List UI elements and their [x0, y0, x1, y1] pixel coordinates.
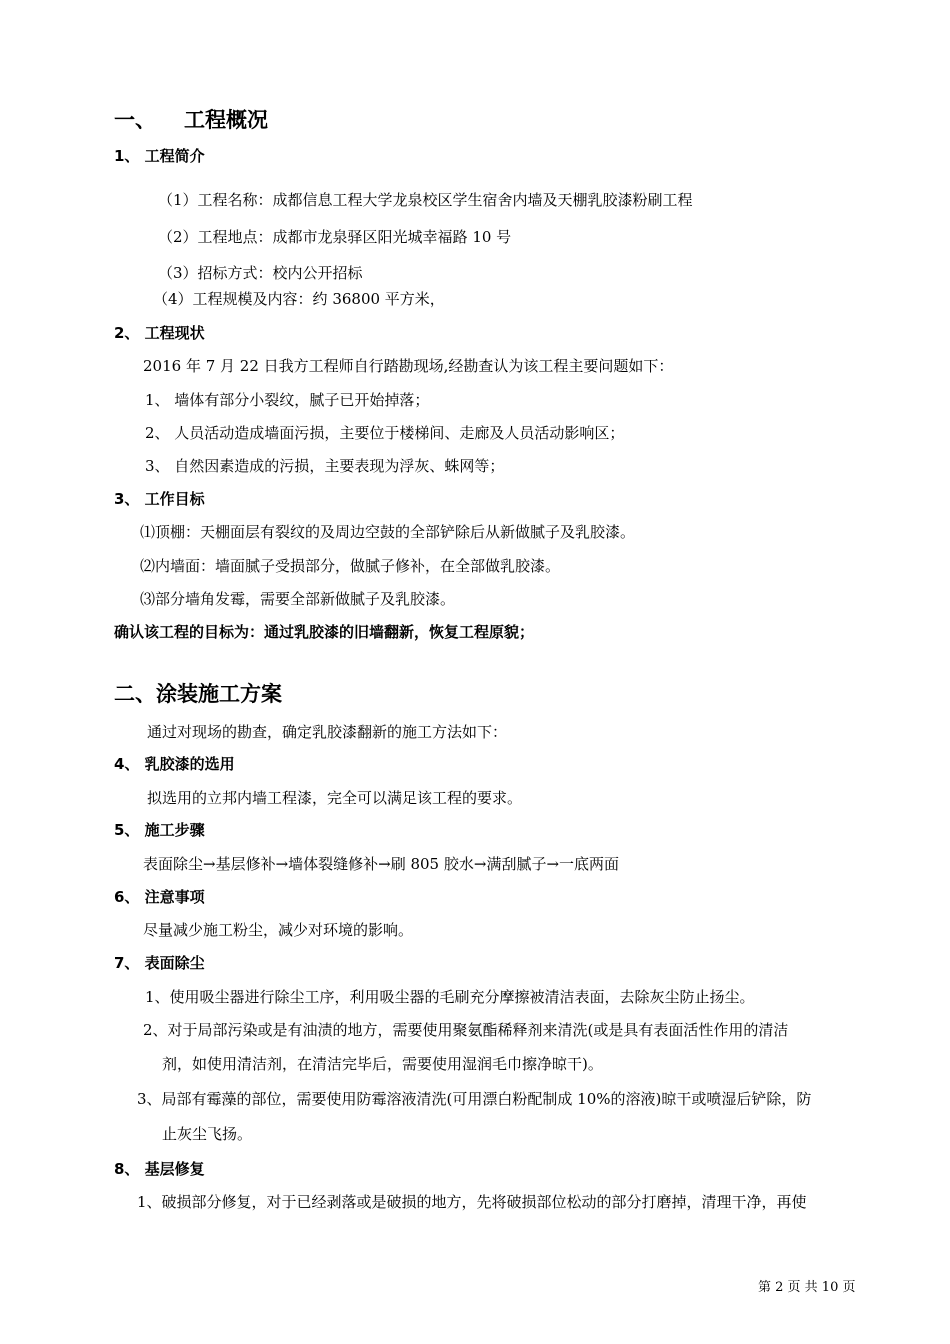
- bidding-method: （3）招标方式：校内公开招标: [158, 264, 363, 282]
- subsection-7-title: 7、 表面除尘: [114, 954, 205, 972]
- subsection-8-title: 8、 基层修复: [114, 1160, 205, 1178]
- subsection-2-title: 2、 工程现状: [114, 324, 205, 342]
- paint-selection-text: 拟选用的立邦内墙工程漆，完全可以满足该工程的要求。: [147, 789, 523, 807]
- section-1-heading: [114, 106, 268, 134]
- dust-removal-p3-line2: 止灰尘飞扬。: [162, 1125, 253, 1143]
- section-1-title: 工程概况: [184, 108, 268, 132]
- subsection-3-title: 3、 工作目标: [114, 490, 205, 508]
- project-scale: （4）工程规模及内容：约 36800 平方米，: [153, 290, 445, 308]
- page-number: 第 2 页 共 10 页: [758, 1280, 856, 1295]
- project-location: （2）工程地点：成都市龙泉驿区阳光城幸福路 10 号: [158, 228, 512, 246]
- goal-conclusion: 确认该工程的目标为：通过乳胶漆的旧墙翻新，恢复工程原貌；: [114, 623, 535, 641]
- goal-item-3: ⑶部分墙角发霉，需要全部新做腻子及乳胶漆。: [140, 590, 456, 608]
- base-repair-p1: 1、破损部分修复，对于已经剥落或是破损的地方，先将破损部位松动的部分打磨掉，清理干净，再使: [137, 1193, 807, 1211]
- dust-removal-p3-line1: 3、局部有霉藻的部位，需要使用防霉溶液清洗(可用漂白粉配制成 10%的溶液)晾干或喷湿后铲除，防: [137, 1090, 812, 1108]
- subsection-5-title: 5、 施工步骤: [114, 821, 205, 839]
- section-1-number: 一、: [114, 108, 156, 132]
- subsection-4-title: 4、 乳胶漆的选用: [114, 755, 235, 773]
- status-item-2: 2、 人员活动造成墙面污损，主要位于楼梯间、走廊及人员活动影响区；: [145, 424, 625, 442]
- dust-removal-p2-line2: 剂，如使用清洁剂，在清洁完毕后，需要使用湿润毛巾擦净晾干)。: [162, 1055, 603, 1073]
- notes-text: 尽量减少施工粉尘，减少对环境的影响。: [143, 921, 414, 939]
- project-name: （1）工程名称：成都信息工程大学龙泉校区学生宿舍内墙及天棚乳胶漆粉刷工程: [158, 191, 693, 209]
- section-2-intro: 通过对现场的勘查，确定乳胶漆翻新的施工方法如下：: [147, 723, 508, 741]
- status-intro: 2016 年 7 月 22 日我方工程师自行踏勘现场,经勘查认为该工程主要问题如下：: [143, 357, 674, 375]
- status-item-1: 1、 墙体有部分小裂纹，腻子已开始掉落；: [145, 391, 430, 409]
- status-item-3: 3、 自然因素造成的污损，主要表现为浮灰、蛛网等；: [145, 457, 505, 475]
- goal-item-1: ⑴顶棚：天棚面层有裂纹的及周边空鼓的全部铲除后从新做腻子及乳胶漆。: [140, 523, 636, 541]
- dust-removal-p1: 1、使用吸尘器进行除尘工序，利用吸尘器的毛刷充分摩擦被清洁表面，去除灰尘防止扬尘。: [145, 988, 755, 1006]
- construction-steps-text: 表面除尘→基层修补→墙体裂缝修补→刷 805 胶水→满刮腻子→一底两面: [143, 855, 620, 873]
- subsection-1-title: 1、 工程简介: [114, 147, 205, 165]
- section-2-heading: 二、涂装施工方案: [114, 682, 282, 706]
- subsection-6-title: 6、 注意事项: [114, 888, 205, 906]
- dust-removal-p2-line1: 2、对于局部污染或是有油渍的地方，需要使用聚氨酯稀释剂来清洗(或是具有表面活性作用的清洁: [143, 1021, 789, 1039]
- goal-item-2: ⑵内墙面：墙面腻子受损部分，做腻子修补，在全部做乳胶漆。: [140, 557, 561, 575]
